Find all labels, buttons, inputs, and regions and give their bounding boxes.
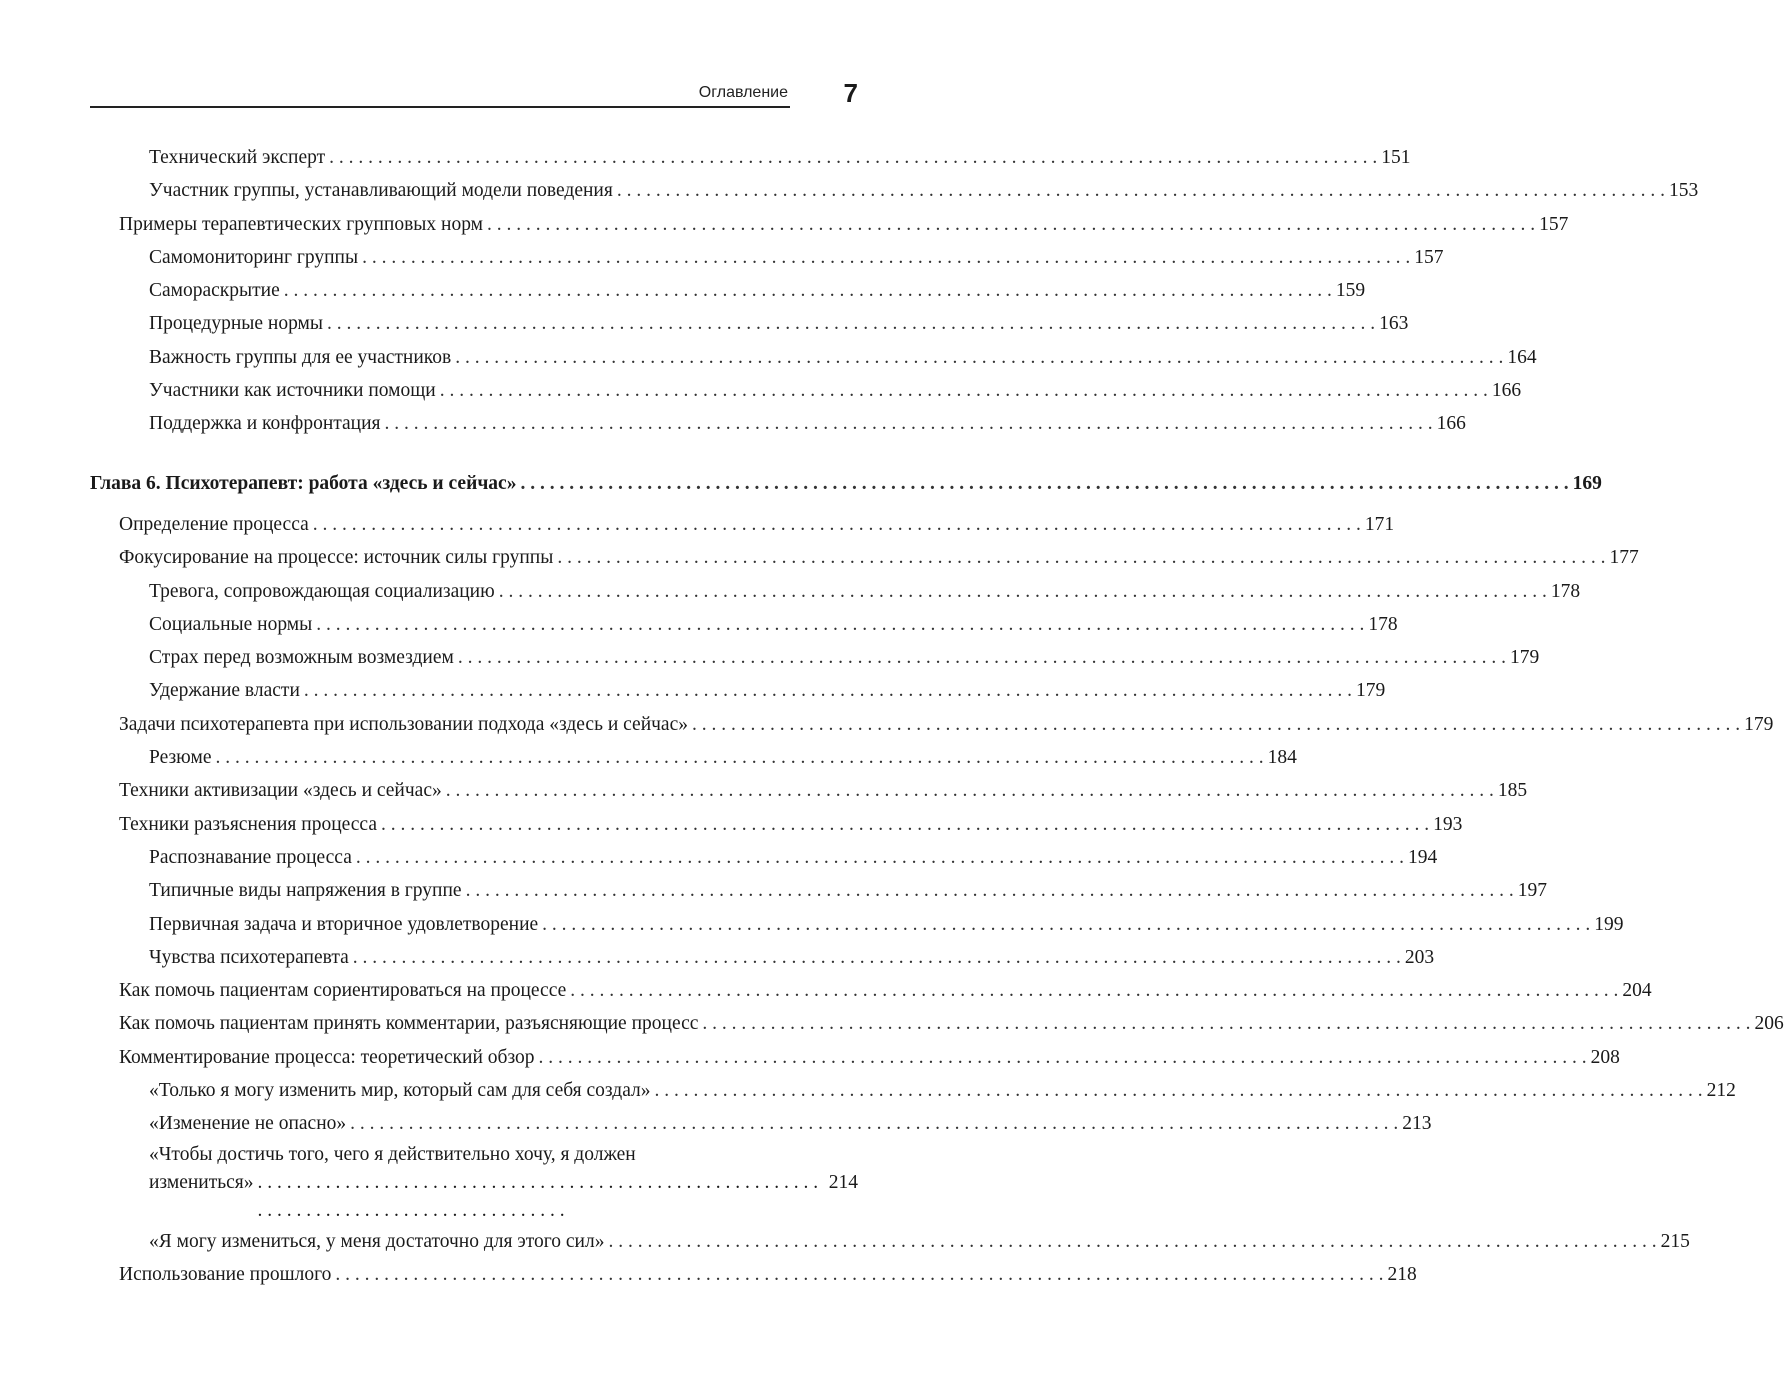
dot-leader [350, 1107, 1398, 1140]
toc-entry[interactable] [90, 208, 1569, 241]
dot-leader [362, 241, 1410, 274]
page-number: 7 [843, 78, 858, 108]
toc-entry[interactable] [90, 608, 1398, 641]
toc-entry-page: 193 [1433, 813, 1463, 835]
dot-leader [327, 307, 1375, 340]
toc-entry-wrapped[interactable] [90, 1141, 858, 1225]
chapter-heading[interactable] [90, 467, 1602, 500]
dot-leader [356, 841, 1404, 874]
dot-leader [381, 808, 1429, 841]
running-header-title: Оглавление [698, 84, 788, 101]
toc-entry-title: Примеры терапевтических групповых норм [119, 213, 483, 235]
toc-entry-title: Техники активизации «здесь и сейчас» [119, 780, 442, 802]
toc-entry-title: Удержание власти [149, 680, 300, 702]
toc-entry-page: 206 [1754, 1013, 1784, 1035]
toc-entry-page: 212 [1706, 1080, 1736, 1102]
dot-leader [520, 467, 1568, 500]
toc-entry[interactable] [90, 341, 1537, 374]
toc-entry-page: 203 [1404, 946, 1435, 968]
toc-entry[interactable] [90, 641, 1540, 674]
dot-leader [539, 1041, 1587, 1074]
toc-entry[interactable] [90, 575, 1581, 608]
toc-entry-title: Определение процесса [119, 513, 309, 535]
toc-entry-page: 164 [1507, 346, 1537, 368]
toc-entry[interactable] [90, 1258, 1417, 1291]
toc-entry[interactable] [90, 774, 1528, 807]
toc-entry-title: Распознавание процесса [149, 846, 352, 868]
toc-entry-title: Страх перед возможным возмездием [149, 647, 454, 669]
toc-entry-page: 166 [1436, 413, 1466, 435]
toc-entry-title: Фокусирование на процессе: источник силы группы [119, 547, 554, 569]
toc-entry-page: 163 [1379, 313, 1409, 335]
toc-entry-title: Важность группы для ее участников [149, 346, 452, 368]
toc-entry-page: 185 [1497, 780, 1528, 802]
toc-entry[interactable] [90, 908, 1624, 941]
dot-leader [692, 708, 1740, 741]
toc-entry-page: 184 [1267, 747, 1297, 769]
toc-entry-title: Тревога, сопровождающая социализацию [149, 580, 495, 602]
toc-entry-title: Чувства психотерапевта [149, 946, 349, 968]
toc-entry-title: «Я могу измениться, у меня достаточно для этого сил» [149, 1230, 605, 1252]
dot-leader [329, 141, 1377, 174]
toc-entry-title: Технический эксперт [149, 147, 326, 168]
dot-leader [608, 1225, 1656, 1258]
toc-entry[interactable] [90, 241, 1444, 274]
chapter-page: 169 [1572, 472, 1602, 494]
dot-leader [335, 1258, 1383, 1291]
toc-entry-page: 215 [1660, 1230, 1690, 1252]
toc-entry-page: 179 [1356, 680, 1386, 702]
chapter-title: Глава 6. Психотерапевт: работа «здесь и сейчас» [90, 472, 517, 494]
toc-entry[interactable] [90, 708, 1774, 741]
toc-entry[interactable] [90, 674, 1386, 707]
toc-entry-page: 178 [1550, 580, 1581, 602]
toc-entry-page: 179 [1744, 713, 1774, 735]
toc-entry[interactable] [90, 1074, 1736, 1107]
toc-entry-page: 197 [1517, 880, 1547, 902]
toc-entry[interactable] [90, 1225, 1690, 1258]
toc-entry-title-line1: «Чтобы достичь того, чего я действительно хочу, я должен [149, 1143, 636, 1165]
dot-leader [455, 341, 1503, 374]
dot-leader [655, 1074, 1703, 1107]
table-of-contents [90, 141, 1784, 1291]
toc-entry-title: Типичные виды напряжения в группе [149, 880, 462, 902]
dot-leader [466, 874, 1514, 907]
toc-entry[interactable] [90, 1041, 1620, 1074]
dot-leader [216, 741, 1264, 774]
toc-entry[interactable] [90, 941, 1435, 974]
toc-entry-page: 153 [1668, 180, 1699, 202]
toc-entry-title: Резюме [149, 747, 212, 769]
toc-entry-title: Как помочь пациентам принять комментарии, разъясняющие процесс [119, 1013, 699, 1035]
toc-entry[interactable] [90, 174, 1699, 207]
toc-entry-title: Процедурные нормы [149, 313, 323, 335]
dot-leader [617, 174, 1665, 207]
toc-entry-page: 194 [1407, 846, 1438, 868]
toc-entry[interactable] [90, 808, 1463, 841]
toc-entry-title: Самомониторинг группы [149, 246, 359, 268]
dot-leader: . . . . . . . . . . . . . . . . . . . . . . . . . . . . . . . . . . . . . . . . . . . . . . . . . . . . . . . . . . . . . . . . . . . . . . . . . . . . . . . . . . . . . . . . . . [257, 1171, 819, 1221]
toc-entry[interactable] [90, 374, 1522, 407]
toc-entry-title: Задачи психотерапевта при использовании подхода «здесь и сейчас» [119, 713, 688, 735]
toc-entry[interactable] [90, 508, 1395, 541]
toc-entry[interactable] [90, 841, 1438, 874]
toc-entry-page: 159 [1335, 280, 1366, 302]
toc-entry[interactable] [90, 974, 1652, 1007]
toc-entry-page: 218 [1387, 1263, 1417, 1285]
toc-entry-page: 199 [1594, 913, 1624, 935]
toc-entry-title: «Изменение не опасно» [149, 1113, 347, 1135]
toc-entry-title: Как помочь пациентам сориентироваться на процессе [119, 980, 567, 1002]
toc-entry[interactable] [90, 407, 1466, 440]
dot-leader [499, 575, 1547, 608]
toc-entry[interactable] [90, 307, 1409, 340]
header-rule [90, 106, 790, 108]
toc-entry[interactable] [90, 1007, 1784, 1040]
toc-entry-title: Самораскрытие [149, 280, 280, 302]
toc-entry-page: 214 [828, 1171, 858, 1193]
toc-entry-page: 166 [1491, 380, 1522, 402]
dot-leader [542, 908, 1590, 941]
dot-leader [304, 674, 1352, 707]
toc-entry-title: Использование прошлого [119, 1263, 332, 1285]
dot-leader [353, 941, 1401, 974]
toc-entry-title: Социальные нормы [149, 613, 313, 635]
dot-leader [316, 608, 1364, 641]
dot-leader [313, 508, 1361, 541]
toc-entry-title-line2: измениться» [149, 1171, 254, 1193]
running-header [90, 78, 870, 112]
toc-entry-title: Комментирование процесса: теоретический обзор [119, 1046, 535, 1068]
dot-leader [702, 1007, 1750, 1040]
toc-entry-page: 177 [1609, 547, 1639, 569]
dot-leader [458, 641, 1506, 674]
dot-leader [440, 374, 1488, 407]
toc-entry-title: Участник группы, устанавливающий модели поведения [149, 180, 613, 202]
toc-entry[interactable] [90, 541, 1639, 574]
toc-entry[interactable] [90, 874, 1547, 907]
toc-entry-page: 204 [1622, 980, 1652, 1002]
dot-leader [487, 208, 1535, 241]
dot-leader [385, 407, 1433, 440]
toc-section-chapter-6 [90, 508, 1784, 1141]
toc-section-top [90, 141, 1699, 441]
dot-leader [446, 774, 1494, 807]
toc-entry-page: 171 [1364, 513, 1395, 535]
toc-entry-title: Участники как источники помощи [149, 380, 436, 402]
toc-entry-page: 179 [1509, 647, 1540, 669]
toc-entry-page: 178 [1368, 613, 1398, 635]
toc-entry-page: 213 [1402, 1113, 1432, 1135]
toc-entry[interactable] [90, 274, 1366, 307]
dot-leader [557, 541, 1605, 574]
toc-entry-title: Техники разъяснения процесса [119, 813, 377, 835]
dot-leader [284, 274, 1332, 307]
toc-entry[interactable] [90, 1107, 1432, 1140]
toc-entry-page: 151 [1381, 147, 1411, 168]
toc-entry-page: 157 [1539, 213, 1569, 235]
toc-section-end [90, 1225, 1690, 1292]
toc-entry-title: Поддержка и конфронтация [149, 413, 381, 435]
toc-entry[interactable] [90, 141, 1411, 174]
toc-entry[interactable] [90, 741, 1297, 774]
toc-entry-page: 208 [1590, 1046, 1620, 1068]
toc-entry-second-line [149, 1169, 858, 1225]
toc-entry-title: «Только я могу изменить мир, который сам для себя создал» [149, 1080, 651, 1102]
toc-entry-title: Первичная задача и вторичное удовлетворение [149, 913, 539, 935]
dot-leader [570, 974, 1618, 1007]
toc-entry-page: 157 [1414, 246, 1444, 268]
